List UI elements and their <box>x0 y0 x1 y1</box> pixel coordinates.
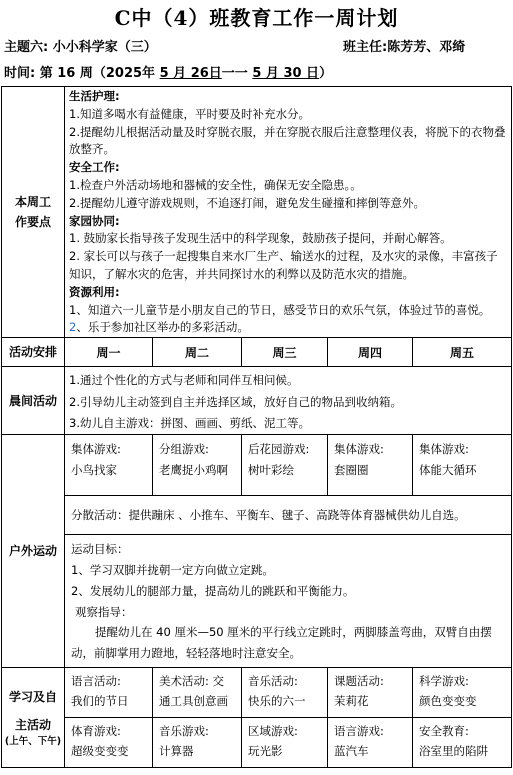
home-item: 1. 鼓励家长指导孩子发现生活中的科学现象，鼓励孩子提问，并耐心解答。 <box>69 231 452 246</box>
teacher-label: 班主任:陈芳芳、邓绮 <box>343 40 466 55</box>
outdoor-game: 集体游戏: 小鸟找家 <box>65 435 153 496</box>
care-title: 生活护理: <box>69 89 120 103</box>
time-end: 5 月 30 日 <box>252 66 320 81</box>
outdoor-aims <box>65 535 512 668</box>
outdoor-games-row <box>2 435 512 496</box>
plan-table <box>1 86 512 768</box>
resource-title: 资源利用: <box>69 284 120 299</box>
outdoor-scatter-row <box>2 496 512 535</box>
study-activity: 音乐活动: 快乐的六一 <box>242 668 328 718</box>
outdoor-head: 户外运动 <box>2 435 65 668</box>
study-row-2 <box>2 718 512 768</box>
day-wed: 周三 <box>242 338 328 367</box>
morning-item: 3.幼儿自主游戏：拼图、画画、剪纸、泥工等。 <box>69 416 310 431</box>
focus-row <box>2 87 512 338</box>
day-fri: 周五 <box>413 338 512 367</box>
day-tue: 周二 <box>153 338 242 367</box>
guide-text: 提醒幼儿在 40 厘米—50 厘米的平行线立定跳时，两脚膝盖弯曲，双臂自由摆动，前脚掌用力蹬地，轻轻落地时注意安全。 <box>71 625 492 661</box>
morning-item: 1.通过个性化的方式与老师和同伴互相问候。 <box>69 373 299 388</box>
day-thu: 周四 <box>328 338 413 367</box>
study-activity: 体育游戏: 超级变变变 <box>65 718 153 768</box>
study-activity: 语言游戏: 蓝汽车 <box>328 718 413 768</box>
aim-item: 1、学习双脚并拢朝一定方向做立定跳。 <box>71 562 274 577</box>
outdoor-game: 后花园游戏: 树叶彩绘 <box>242 435 328 496</box>
study-row-1 <box>2 668 512 718</box>
time-line <box>4 62 332 81</box>
study-activity: 安全教育: 浴室里的陷阱 <box>413 718 512 768</box>
study-activity: 音乐游戏: 计算器 <box>153 718 242 768</box>
scatter-activity: 分散活动：提供蹦床 、小推车、平衡车、毽子、高跷等体育器械供幼儿自选。 <box>65 496 512 535</box>
study-activity: 课题活动: 茉莉花 <box>328 668 413 718</box>
morning-content <box>65 367 512 435</box>
time-start: 5 月 26日 <box>159 66 222 81</box>
morning-row <box>2 367 512 435</box>
schedule-head: 活动安排 <box>2 338 65 367</box>
home-item: 2. 家长可以与孩子一起搜集自来水厂生产、输送水的过程，及水灾的录像，丰富孩子知识，了解水灾的危害，并共同探讨水的利弊以及防范水灾的措施。 <box>69 249 498 281</box>
study-activity: 科学游戏: 颜色变变变 <box>413 668 512 718</box>
morning-head: 晨间活动 <box>2 367 65 435</box>
day-mon: 周一 <box>65 338 153 367</box>
aim-title: 运动目标： <box>71 542 129 557</box>
safety-item: 2.提醒幼儿遵守游戏规则，不追逐打闹，避免发生碰撞和摔倒等意外。 <box>69 195 425 210</box>
study-activity: 区域游戏: 玩光影 <box>242 718 328 768</box>
time-close: ） <box>319 66 333 81</box>
outdoor-game: 分组游戏: 老鹰捉小鸡啊 <box>153 435 242 496</box>
guide-title: 观察指导： <box>75 604 133 619</box>
page-title: C中（4）班教育工作一周计划 <box>114 6 399 30</box>
safety-title: 安全工作: <box>69 160 120 175</box>
morning-item: 2.引导幼儿主动签到自主并选择区域，放好自己的物品到收纳箱。 <box>69 394 402 409</box>
outdoor-game: 集体游戏: 套圈圈 <box>328 435 413 496</box>
study-activity: 美术活动: 交 通工具创意画 <box>153 668 242 718</box>
theme-label: 主题六: 小小科学家（三） <box>4 40 157 55</box>
care-item: 1.知道多喝水有益健康，平时要及时补充水分。 <box>69 106 310 121</box>
safety-item: 1.检查户外活动场地和器械的安全性，确保无安全隐患。。 <box>69 177 362 192</box>
care-item: 2.提醒幼儿根据活动量及时穿脱衣服，并在穿脱衣服后注意整理仪表，将脱下的衣物叠放整齐。 <box>69 124 506 157</box>
outdoor-game: 集体游戏: 体能大循环 <box>413 435 512 496</box>
time-separator: 一一 <box>221 66 248 81</box>
aim-item: 2、发展幼儿的腿部力量，提高幼儿的跳跃和平衡能力。 <box>71 583 355 598</box>
study-head: 学习及自 主活动 (上午、下午) <box>2 668 65 768</box>
resource-item: 1、知道六一儿童节是小朋友自己的节日，感受节日的欢乐气氛，体验过节的喜悦。 <box>69 302 491 317</box>
schedule-row <box>2 338 512 367</box>
time-label: 时间: 第 16 周（2025年 <box>4 66 156 81</box>
outdoor-aim-row <box>2 535 512 668</box>
study-activity: 语言活动: 我们的节日 <box>65 668 153 718</box>
focus-head: 本周工作要点 <box>2 87 65 338</box>
home-title: 家园协同: <box>69 213 120 228</box>
focus-content <box>65 87 512 338</box>
resource-item-2: 2、乐于参加社区举办的多彩活动。 <box>69 320 249 335</box>
